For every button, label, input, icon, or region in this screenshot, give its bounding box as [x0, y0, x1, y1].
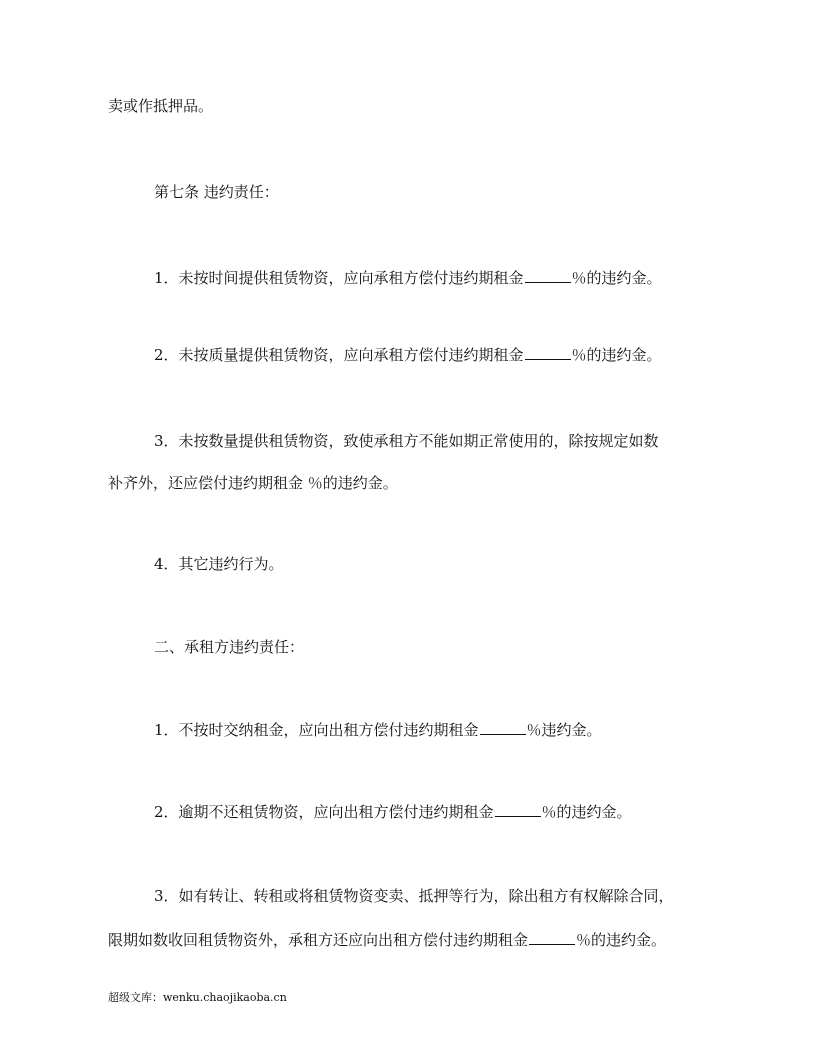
clause-text: 1．未按时间提供租赁物资，应向承租方偿付违约期租金	[154, 269, 524, 287]
paragraph-line	[154, 802, 632, 822]
fill-in-blank[interactable]	[495, 802, 541, 817]
section-heading: 二、承租方违约责任：	[154, 638, 305, 656]
paragraph-line	[108, 930, 666, 950]
clause-text: ％的违约金。	[541, 803, 632, 821]
clause-text: ％的违约金。	[576, 931, 667, 949]
clause-text: ％违约金。	[526, 721, 602, 739]
paragraph-line: 3．如有转让、转租或将租赁物资变卖、抵押等行为，除出租方有权解除合同，	[154, 887, 674, 905]
fill-in-blank[interactable]	[480, 720, 526, 735]
section-heading: 第七条 违约责任：	[154, 183, 279, 201]
paragraph-line	[154, 345, 662, 365]
paragraph-line: 3．未按数量提供租赁物资，致使承租方不能如期正常使用的，除按规定如数	[154, 432, 659, 450]
clause-text: 1．不按时交纳租金，应向出租方偿付违约期租金	[154, 721, 479, 739]
clause-text: ％的违约金。	[571, 346, 662, 364]
page-footer: 超级文库：wenku.chaojikaoba.cn	[108, 991, 287, 1004]
paragraph-line: 4．其它违约行为。	[154, 555, 284, 573]
paragraph-line: 补齐外，还应偿付违约期租金 ％的违约金。	[108, 474, 398, 492]
clause-text: 2．逾期不还租赁物资，应向出租方偿付违约期租金	[154, 803, 494, 821]
fill-in-blank[interactable]	[525, 345, 571, 360]
fill-in-blank[interactable]	[529, 930, 575, 945]
paragraph-line	[154, 720, 602, 740]
clause-text: 2．未按质量提供租赁物资，应向承租方偿付违约期租金	[154, 346, 524, 364]
clause-text: 限期如数收回租赁物资外，承租方还应向出租方偿付违约期租金	[108, 931, 529, 949]
paragraph-line	[154, 268, 662, 288]
clause-text: ％的违约金。	[571, 269, 662, 287]
fill-in-blank[interactable]	[525, 268, 571, 283]
paragraph-line: 卖或作抵押品。	[108, 97, 214, 115]
